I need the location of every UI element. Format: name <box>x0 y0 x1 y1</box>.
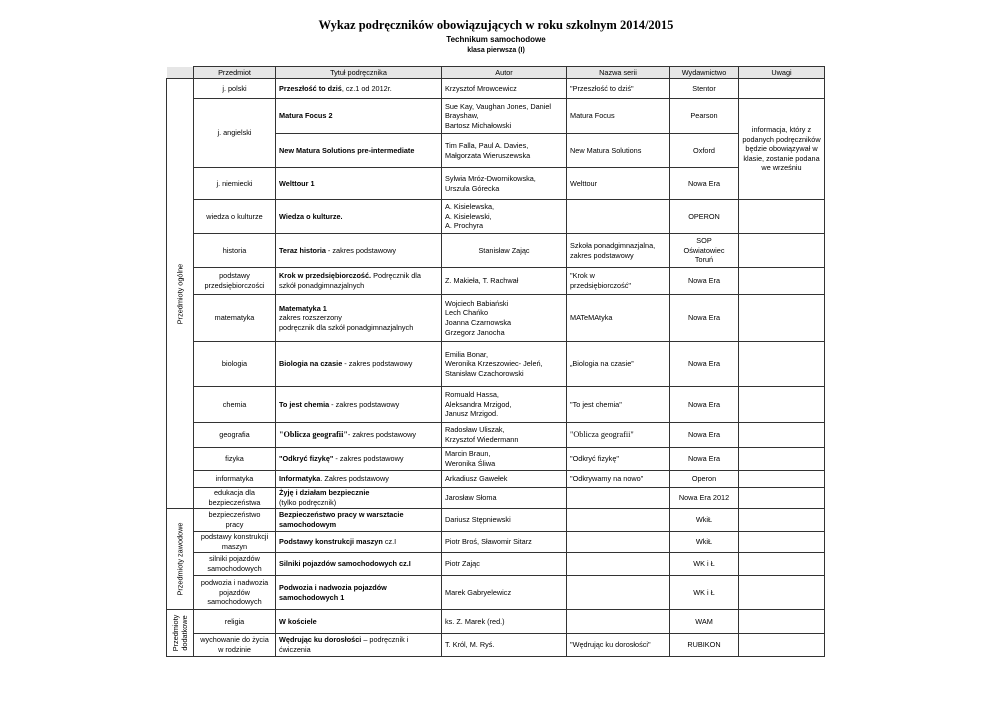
table-row <box>167 610 825 634</box>
publisher-cell: RUBIKON <box>670 634 739 657</box>
title-bold: Wędrując ku dorosłości <box>279 635 362 645</box>
publisher-cell: WK i Ł <box>670 553 739 576</box>
title-bold: Matura Focus 2 <box>279 111 333 121</box>
title-cell <box>276 610 442 634</box>
title-cell <box>276 234 442 268</box>
title-cell <box>276 423 442 448</box>
title-cell <box>276 488 442 509</box>
subject-cell: edukacja dla bezpieczeństwa <box>194 488 276 509</box>
title-cell <box>276 99 442 134</box>
author-cell: Arkadiusz Gawełek <box>442 471 567 488</box>
author-cell: Dariusz Stępniewski <box>442 509 567 532</box>
title-rest: zakres rozszerzony podręcznik dla szkół ponadgimnazjalnych <box>279 313 414 332</box>
title-cell <box>276 134 442 168</box>
title-bold: Teraz historia <box>279 245 326 255</box>
subject-cell: silniki pojazdów samochodowych <box>194 553 276 576</box>
title-cell <box>276 448 442 471</box>
notes-cell <box>739 448 825 471</box>
series-cell: "Krok w przedsiębiorczość" <box>567 268 670 295</box>
publisher-cell: Nowa Era <box>670 423 739 448</box>
series-cell <box>567 610 670 634</box>
title-cell <box>276 471 442 488</box>
series-cell <box>567 200 670 234</box>
author-cell: Z. Makieła, T. Rachwał <box>442 268 567 295</box>
publisher-cell: SOP Oświatowiec Toruń <box>670 234 739 268</box>
title-cell <box>276 532 442 553</box>
group-vocational-label: Przedmioty zawodowe <box>175 522 185 596</box>
title-cell <box>276 295 442 342</box>
title-bold: W kościele <box>279 616 317 626</box>
series-cell <box>567 488 670 509</box>
subject-cell: religia <box>194 610 276 634</box>
subject-cell: bezpieczeństwo pracy <box>194 509 276 532</box>
col-header-publisher: Wydawnictwo <box>670 67 739 79</box>
publisher-cell: Pearson <box>670 99 739 134</box>
author-cell: Sylwia Mróz-Dwornikowska, Urszula Górecka <box>442 168 567 200</box>
author-cell: Krzysztof Mrowcewicz <box>442 79 567 99</box>
series-cell <box>567 576 670 610</box>
table-row <box>167 448 825 471</box>
publisher-cell: Nowa Era <box>670 448 739 471</box>
title-rest: (tylko podręcznik) <box>279 498 337 507</box>
notes-cell <box>739 634 825 657</box>
subject-cell: wiedza o kulturze <box>194 200 276 234</box>
author-cell: Marek Gabryelewicz <box>442 576 567 610</box>
table-row <box>167 509 825 532</box>
publisher-cell: Nowa Era <box>670 268 739 295</box>
subject-cell: podstawy przedsiębiorczości <box>194 268 276 295</box>
subject-cell: chemia <box>194 387 276 423</box>
subject-cell: podstawy konstrukcji maszyn <box>194 532 276 553</box>
subject-cell: wychowanie do życia w rodzinie <box>194 634 276 657</box>
title-bold: Wiedza o kulturze. <box>279 211 343 221</box>
col-header-author: Autor <box>442 67 567 79</box>
series-cell: "Przeszłość to dziś" <box>567 79 670 99</box>
notes-cell <box>739 200 825 234</box>
publisher-cell: Operon <box>670 471 739 488</box>
title-bold: Biologia na czasie <box>279 359 343 369</box>
title-bold: Matematyka 1 <box>279 303 327 313</box>
series-cell: Szkoła ponadgimnazjalna, zakres podstawowy <box>567 234 670 268</box>
table-row <box>167 387 825 423</box>
series-cell: „Biologia na czasie” <box>567 342 670 387</box>
notes-cell: informacja, który z podanych podręczników będzie obowiązywał w klasie, zostanie podana we wrześniu <box>739 99 825 200</box>
publisher-cell: Oxford <box>670 134 739 168</box>
author-cell: Wojciech Babiański Lech Chańko Joanna Czarnowska Grzegorz Janocha <box>442 295 567 342</box>
series-cell: "Odkrywamy na nowo" <box>567 471 670 488</box>
title-bold: Przeszłość to dziś <box>279 83 342 93</box>
author-cell: Sue Kay, Vaughan Jones, Daniel Brayshaw, Bartosz Michałowski <box>442 99 567 134</box>
table-row <box>167 423 825 448</box>
subject-cell: geografia <box>194 423 276 448</box>
group-general-label: Przedmioty ogólne <box>175 263 185 324</box>
table-row <box>167 79 825 99</box>
notes-cell <box>739 387 825 423</box>
title-cell <box>276 79 442 99</box>
table-row <box>167 532 825 553</box>
table-row <box>167 342 825 387</box>
title-rest: - zakres podstawowy <box>325 245 397 255</box>
title-bold: Podstawy konstrukcji maszyn <box>279 537 383 547</box>
title-rest: Podręcznik dla szkół ponadgimnazjalnych <box>279 271 421 290</box>
title-rest: – podręcznik i ćwiczenia <box>279 635 409 654</box>
publisher-cell: OPERON <box>670 200 739 234</box>
subject-cell: podwozia i nadwozia pojazdów samochodowych <box>194 576 276 610</box>
series-cell: "To jest chemia" <box>567 387 670 423</box>
publisher-cell: Nowa Era <box>670 295 739 342</box>
notes-cell <box>739 509 825 532</box>
title-rest: - zakres podstawowy <box>347 430 417 440</box>
series-cell <box>567 553 670 576</box>
table-row <box>167 553 825 576</box>
title-cell <box>276 634 442 657</box>
corner-cell <box>167 67 194 79</box>
title-rest: - zakres podstawowy <box>342 359 413 369</box>
author-cell: Emilia Bonar, Weronika Krzeszowiec- Jeleń, Stanisław Czachorowski <box>442 342 567 387</box>
notes-cell <box>739 234 825 268</box>
group-additional-label: Przedmioty dodatkowe <box>171 614 189 652</box>
subject-cell: biologia <box>194 342 276 387</box>
author-cell: Romuald Hassa, Aleksandra Mrzigod, Janusz Mrzigod. <box>442 387 567 423</box>
title-bold: Żyję i działam bezpiecznie <box>279 488 370 498</box>
subject-cell: historia <box>194 234 276 268</box>
author-cell: Jarosław Słoma <box>442 488 567 509</box>
series-cell: "Odkryć fizykę" <box>567 448 670 471</box>
series-cell: MATeMAtyka <box>567 295 670 342</box>
publisher-cell: WkiŁ <box>670 532 739 553</box>
textbook-table <box>166 66 825 657</box>
table-row <box>167 268 825 295</box>
notes-cell <box>739 423 825 448</box>
series-cell: Matura Focus <box>567 99 670 134</box>
school-name: Technikum samochodowe <box>446 35 546 44</box>
notes-cell <box>739 532 825 553</box>
subject-cell: j. polski <box>194 79 276 99</box>
notes-cell <box>739 471 825 488</box>
title-rest: - zakres podstawowy <box>333 454 404 464</box>
title-bold: To jest chemia <box>279 399 330 409</box>
title-rest: - zakres podstawowy <box>329 399 400 409</box>
notes-cell <box>739 79 825 99</box>
series-cell: "Oblicza geografii" <box>567 423 670 448</box>
title-bold: Podwozia i nadwozia pojazdów samochodowych 1 <box>279 582 387 602</box>
title-bold: "Odkryć fizykę" <box>279 454 334 464</box>
title-rest: , cz.1 od 2012r. <box>341 83 392 93</box>
author-cell: ks. Z. Marek (red.) <box>442 610 567 634</box>
table-row <box>167 200 825 234</box>
series-cell: "Wędrując ku dorosłości" <box>567 634 670 657</box>
subject-cell: matematyka <box>194 295 276 342</box>
subject-cell: fizyka <box>194 448 276 471</box>
group-vocational <box>167 509 194 610</box>
group-additional <box>167 610 194 657</box>
title-cell <box>276 268 442 295</box>
publisher-cell: Nowa Era <box>670 342 739 387</box>
title-bold: "Oblicza geografii" <box>279 430 348 440</box>
title-cell <box>276 168 442 200</box>
publisher-cell: WAM <box>670 610 739 634</box>
subject-cell: j. niemiecki <box>194 168 276 200</box>
subject-cell: informatyka <box>194 471 276 488</box>
col-header-notes: Uwagi <box>739 67 825 79</box>
subject-cell: j. angielski <box>194 99 276 168</box>
author-cell: Tim Falla, Paul A. Davies, Małgorzata Wieruszewska <box>442 134 567 168</box>
group-general <box>167 79 194 509</box>
table-row <box>167 234 825 268</box>
notes-cell <box>739 295 825 342</box>
table-row <box>167 99 825 134</box>
author-cell: A. Kisielewska, A. Kisielewski, A. Prochyra <box>442 200 567 234</box>
table-row <box>167 576 825 610</box>
col-header-subject: Przedmiot <box>194 67 276 79</box>
title-bold: Bezpieczeństwo pracy w warsztacie samochodowym <box>279 510 404 529</box>
series-cell <box>567 532 670 553</box>
author-cell: Piotr Broś, Sławomir Sitarz <box>442 532 567 553</box>
title-cell <box>276 509 442 532</box>
table-row <box>167 295 825 342</box>
title-cell <box>276 387 442 423</box>
title-rest: cz.I <box>382 537 397 547</box>
notes-cell <box>739 342 825 387</box>
series-cell <box>567 509 670 532</box>
title-bold: Welttour 1 <box>279 178 315 188</box>
author-cell: Marcin Braun, Weronika Śliwa <box>442 448 567 471</box>
notes-cell <box>739 610 825 634</box>
class-name: klasa pierwsza (I) <box>467 47 525 54</box>
notes-cell <box>739 553 825 576</box>
author-cell: Stanisław Zając <box>442 234 567 268</box>
publisher-cell: Nowa Era 2012 <box>670 488 739 509</box>
notes-cell <box>739 268 825 295</box>
table-row <box>167 471 825 488</box>
series-cell: New Matura Solutions <box>567 134 670 168</box>
title-cell <box>276 553 442 576</box>
title-bold: New Matura Solutions pre-intermediate <box>279 145 415 155</box>
author-cell: T. Król, M. Ryś. <box>442 634 567 657</box>
title-cell <box>276 200 442 234</box>
page-title: Wykaz podręczników obowiązujących w roku szkolnym 2014/2015 <box>318 18 674 32</box>
table-row <box>167 488 825 509</box>
publisher-cell: WkiŁ <box>670 509 739 532</box>
series-cell: Welttour <box>567 168 670 200</box>
title-cell <box>276 342 442 387</box>
table-row <box>167 634 825 657</box>
publisher-cell: WK i Ł <box>670 576 739 610</box>
author-cell: Radosław Uliszak, Krzysztof Wiedermann <box>442 423 567 448</box>
title-bold: Krok w przedsiębiorczość. <box>279 271 372 281</box>
col-header-series: Nazwa serii <box>567 67 670 79</box>
title-rest: . Zakres podstawowy <box>320 474 389 484</box>
publisher-cell: Nowa Era <box>670 387 739 423</box>
publisher-cell: Nowa Era <box>670 168 739 200</box>
title-cell <box>276 576 442 610</box>
notes-cell <box>739 488 825 509</box>
header-row <box>167 67 825 79</box>
title-bold: Informatyka <box>279 474 321 484</box>
table-row <box>167 168 825 200</box>
title-bold: Silniki pojazdów samochodowych cz.I <box>279 559 411 569</box>
col-header-title: Tytuł podręcznika <box>276 67 442 79</box>
publisher-cell: Stentor <box>670 79 739 99</box>
notes-cell <box>739 576 825 610</box>
author-cell: Piotr Zając <box>442 553 567 576</box>
